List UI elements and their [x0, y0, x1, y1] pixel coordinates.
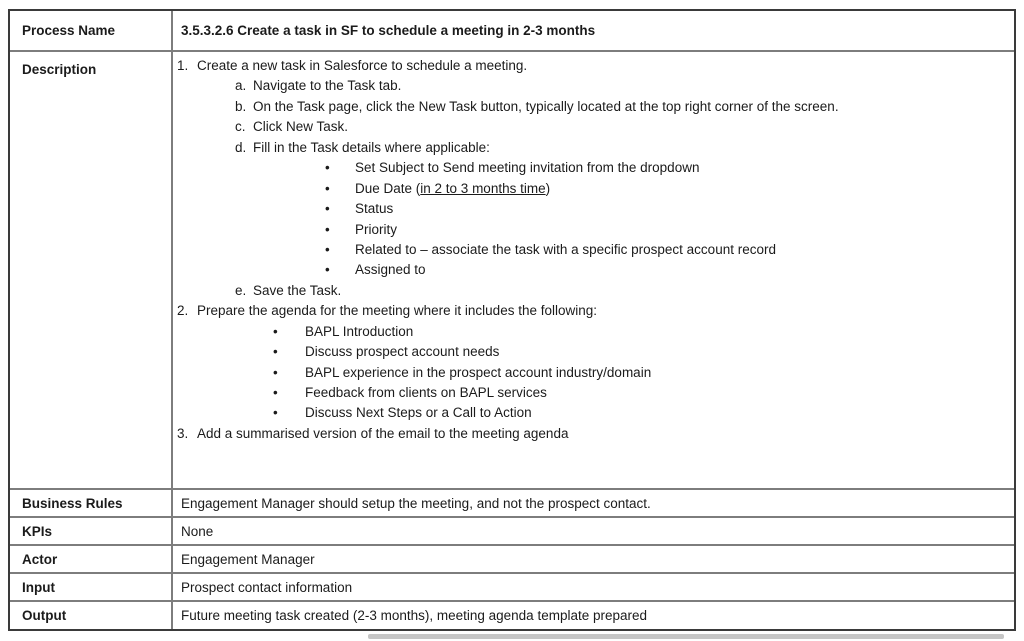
desc-line — [173, 119, 1010, 139]
desc-line — [173, 99, 1010, 119]
process-definition-table — [8, 9, 1016, 631]
table-row — [10, 490, 1014, 518]
list-marker: d. — [235, 139, 247, 155]
business-rules-value: Engagement Manager should setup the meeting, and not the prospect contact. — [181, 495, 651, 511]
desc-line-text: Prepare the agenda for the meeting where it includes the following: — [197, 303, 597, 319]
list-marker: • — [325, 201, 330, 217]
desc-line-text: Priority — [355, 221, 398, 237]
list-marker: 1. — [177, 58, 189, 73]
input-value: Prospect contact information — [181, 579, 353, 595]
table-row — [10, 11, 1014, 52]
desc-line — [173, 405, 1010, 425]
description-label: Description — [10, 52, 173, 488]
desc-line-text: Click New Task. — [253, 119, 349, 135]
desc-line-text: Status — [355, 201, 394, 217]
desc-line — [173, 324, 1010, 344]
output-label: Output — [10, 602, 173, 629]
desc-line-text: Assigned to — [355, 262, 426, 278]
desc-line-text: Due Date (in 2 to 3 months time) — [355, 180, 551, 196]
list-marker: • — [325, 241, 330, 257]
desc-line-text: Navigate to the Task tab. — [253, 78, 402, 94]
table-row — [10, 52, 1014, 490]
desc-line-text: Related to – associate the task with a specific prospect account record — [355, 241, 776, 257]
list-marker: 3. — [177, 425, 189, 441]
desc-line — [173, 140, 1010, 160]
desc-line-text: BAPL Introduction — [305, 323, 414, 339]
kpis-value: None — [181, 523, 214, 539]
list-marker: • — [325, 160, 330, 176]
desc-line — [173, 58, 1010, 78]
actor-value: Engagement Manager — [181, 551, 315, 567]
desc-line — [173, 344, 1010, 364]
desc-line — [173, 222, 1010, 242]
desc-line-text: Add a summarised version of the email to the meeting agenda — [197, 425, 569, 441]
desc-line-text: BAPL experience in the prospect account industry/domain — [305, 364, 652, 380]
desc-line-text: Set Subject to Send meeting invitation from the dropdown — [355, 160, 700, 176]
output-value: Future meeting task created (2-3 months), meeting agenda template prepared — [181, 608, 648, 623]
description-list — [173, 52, 1014, 488]
business-rules-label: Business Rules — [10, 490, 173, 516]
desc-line — [173, 201, 1010, 221]
desc-line — [173, 78, 1010, 98]
list-marker: • — [273, 385, 278, 400]
desc-line — [173, 262, 1010, 282]
actor-label: Actor — [10, 546, 173, 572]
list-marker: 2. — [177, 303, 189, 319]
desc-line-text: Save the Task. — [253, 282, 342, 298]
desc-line — [173, 283, 1010, 303]
desc-line-text: Feedback from clients on BAPL services — [305, 385, 547, 400]
list-marker: • — [325, 262, 330, 278]
list-marker: • — [273, 364, 278, 380]
table-row — [10, 546, 1014, 574]
list-marker: c. — [235, 119, 246, 135]
list-marker: a. — [235, 78, 247, 94]
desc-line — [173, 385, 1010, 405]
kpis-label: KPIs — [10, 518, 173, 544]
desc-line-text: Fill in the Task details where applicable: — [253, 139, 490, 155]
desc-line-text: Discuss prospect account needs — [305, 344, 500, 360]
list-marker: e. — [235, 282, 247, 298]
desc-line-text: Create a new task in Salesforce to schedule a meeting. — [197, 58, 528, 73]
desc-line-text: On the Task page, click the New Task button, typically located at the top right corner of the screen. — [253, 98, 839, 114]
table-row — [10, 574, 1014, 602]
list-marker: • — [325, 221, 330, 237]
list-marker: • — [273, 323, 278, 339]
desc-line — [173, 303, 1010, 323]
page-bottom-shadow — [368, 634, 1004, 639]
desc-line-text: Discuss Next Steps or a Call to Action — [305, 405, 532, 421]
process-name-label: Process Name — [10, 11, 173, 50]
table-row — [10, 518, 1014, 546]
desc-line — [173, 365, 1010, 385]
input-label: Input — [10, 574, 173, 600]
list-marker: • — [273, 344, 278, 360]
desc-line — [173, 160, 1010, 180]
list-marker: • — [325, 180, 330, 196]
list-marker: • — [273, 405, 278, 421]
table-row — [10, 602, 1014, 629]
desc-line — [173, 181, 1010, 201]
process-name-value: 3.5.3.2.6 Create a task in SF to schedule a meeting in 2-3 months — [181, 23, 596, 38]
desc-line — [173, 242, 1010, 262]
desc-line — [173, 426, 1010, 446]
list-marker: b. — [235, 98, 247, 114]
